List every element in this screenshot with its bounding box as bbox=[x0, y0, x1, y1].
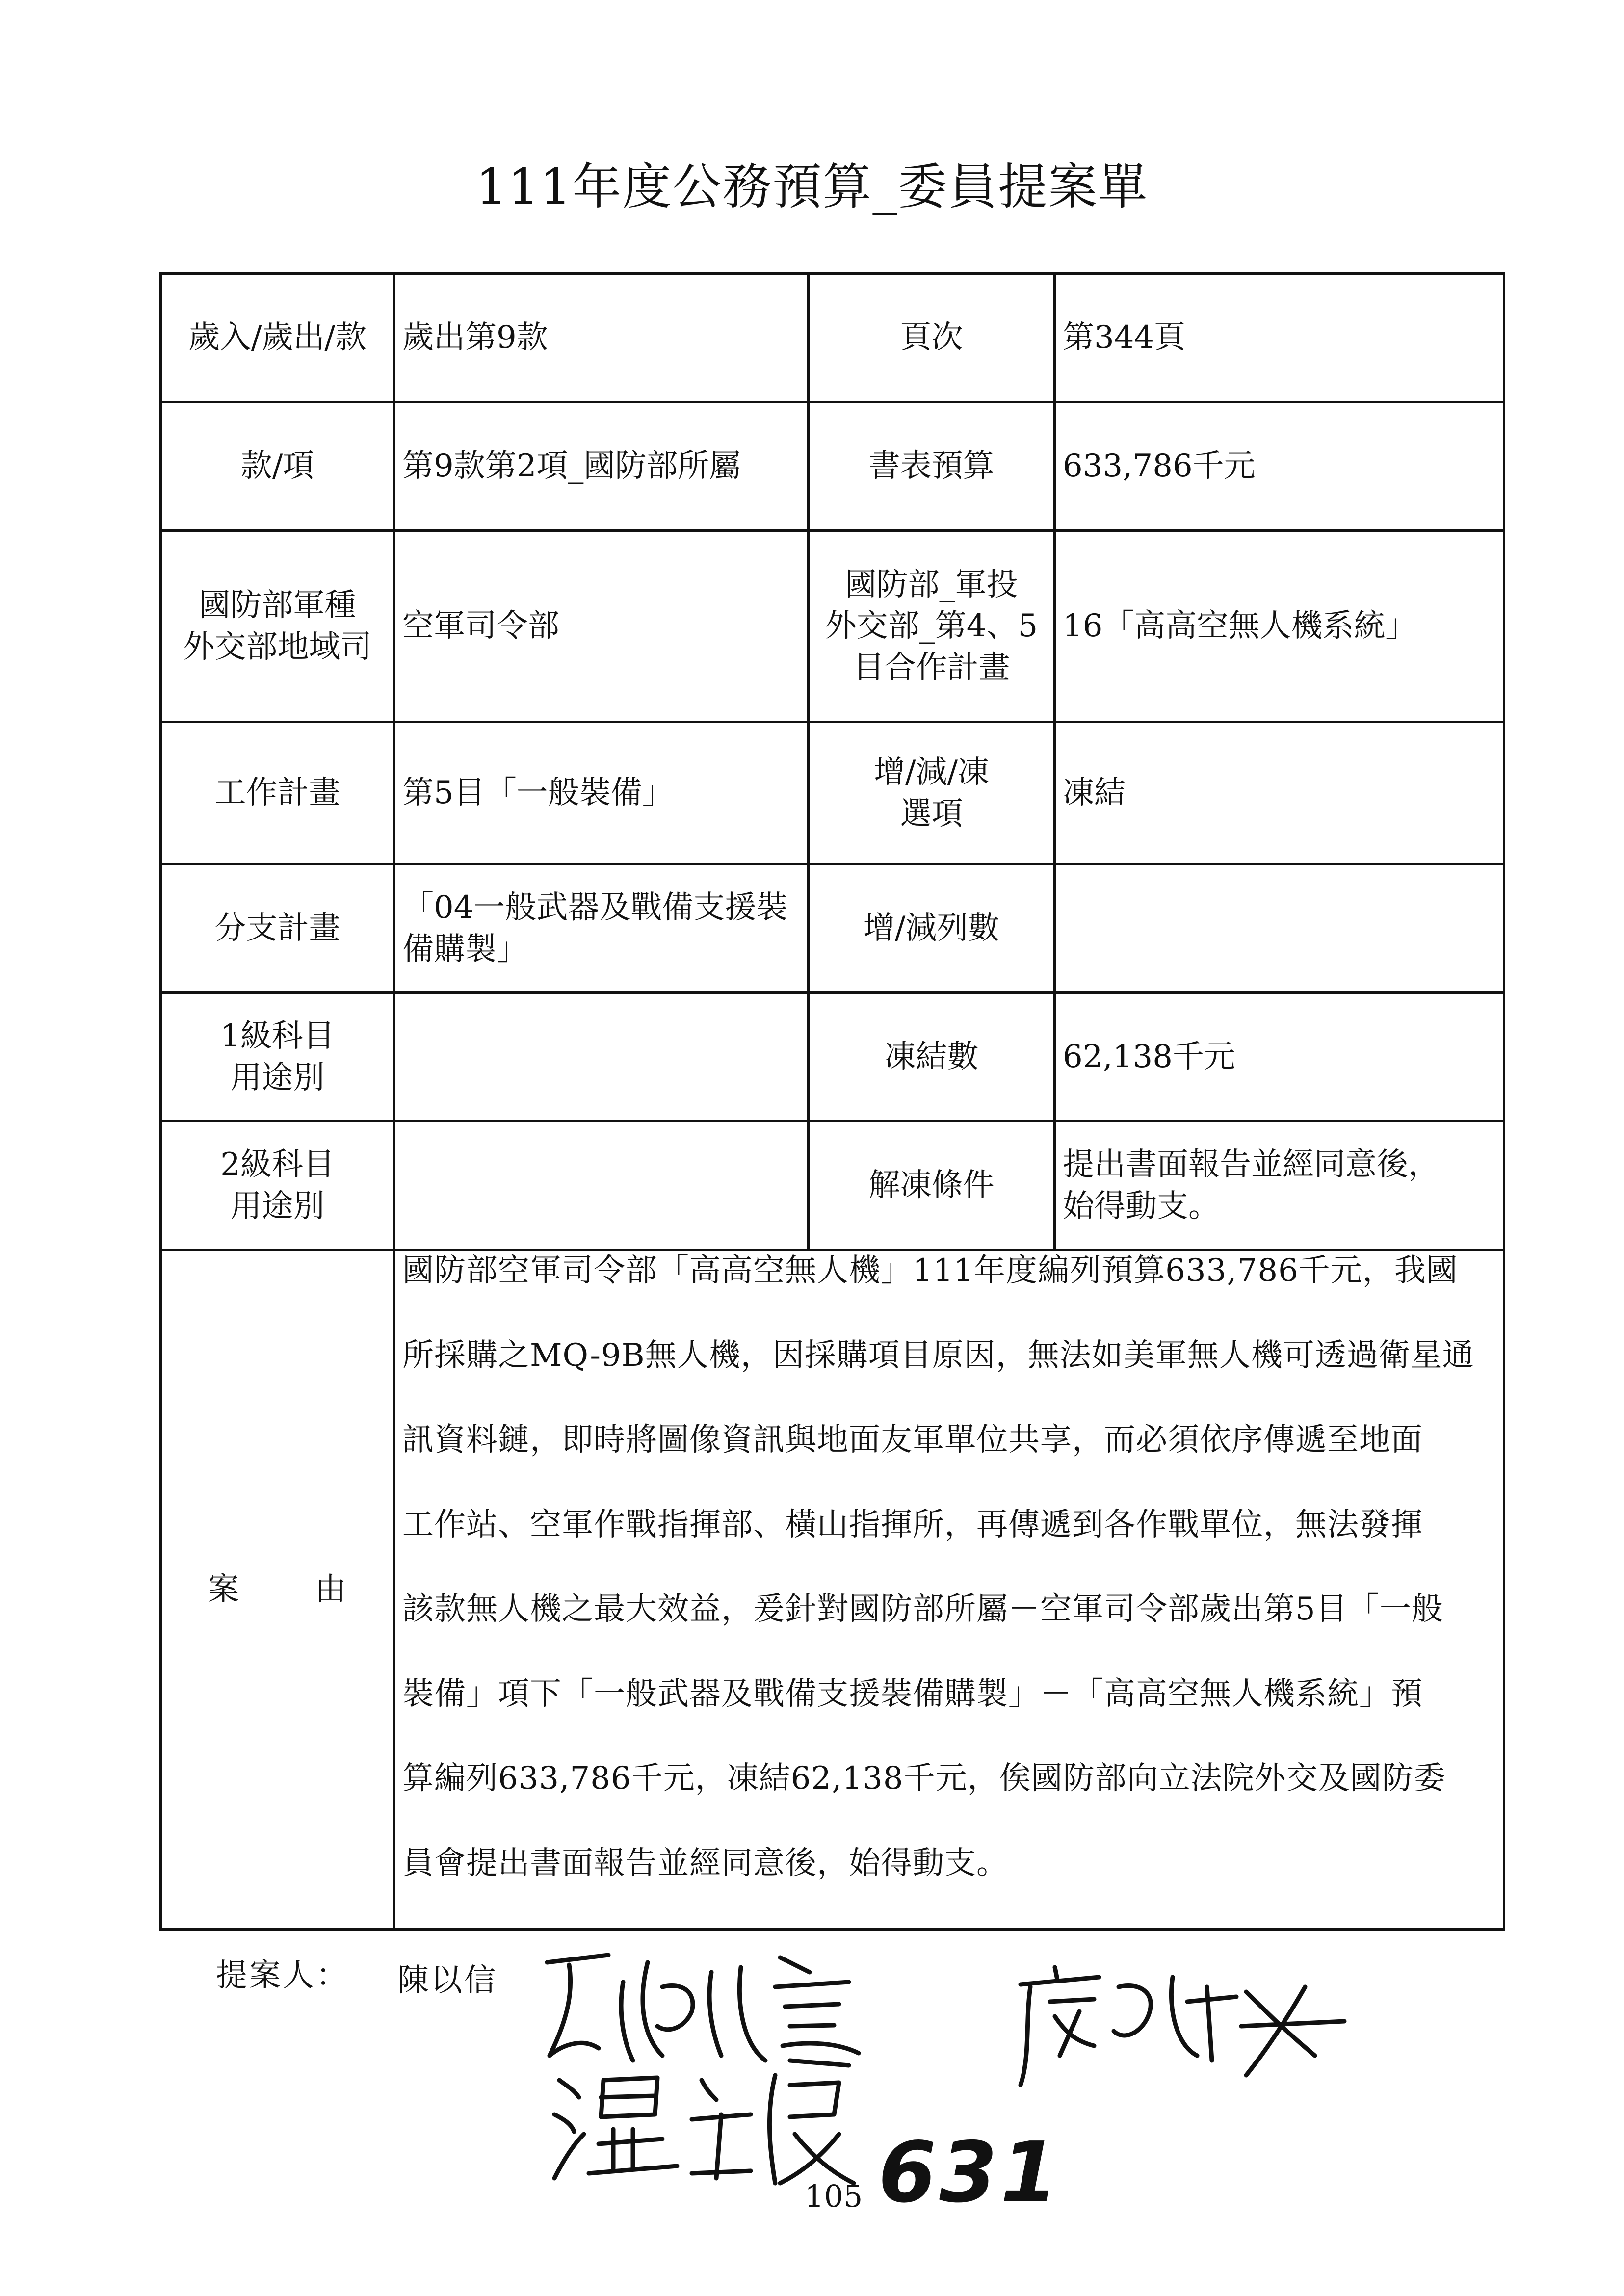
label-program-line-1: 國防部_軍投 bbox=[845, 566, 1018, 603]
value-sub-plan-line-1: 「04一般武器及戰備支援裝 bbox=[402, 889, 788, 926]
label-level-2-line-1: 2級科目 bbox=[220, 1147, 335, 1183]
form-row-item bbox=[161, 402, 1504, 531]
value-sub-plan-line-2: 備購製」 bbox=[402, 931, 528, 967]
label-option bbox=[809, 722, 1055, 864]
label-item: 款/項 bbox=[161, 402, 394, 531]
proposer-name: 陳以信 bbox=[397, 1962, 498, 1999]
label-reason: 案 由 bbox=[161, 1250, 394, 1930]
reason-line: 員會提出書面報告並經同意後，始得動支。 bbox=[402, 1845, 1008, 1881]
form-row-category bbox=[161, 274, 1504, 402]
value-work-plan: 第5目「一般裝備」 bbox=[394, 722, 809, 864]
proposal-form-table bbox=[159, 272, 1505, 1931]
form-row-reason bbox=[161, 1250, 1504, 1930]
value-program: 16「高高空無人機系統」 bbox=[1055, 531, 1504, 722]
label-level-2-line-2: 用途別 bbox=[230, 1188, 325, 1225]
value-branch: 空軍司令部 bbox=[394, 531, 809, 722]
reason-line: 工作站、空軍作戰指揮部、橫山指揮所，再傳遞到各作戰單位，無法發揮 bbox=[402, 1506, 1423, 1543]
label-frozen-amount: 凍結數 bbox=[809, 993, 1055, 1122]
label-program-line-3: 目合作計畫 bbox=[853, 649, 1010, 686]
value-budget: 633,786千元 bbox=[1055, 402, 1504, 531]
label-level-1-line-1: 1級科目 bbox=[220, 1018, 335, 1055]
label-unfreeze-condition: 解凍條件 bbox=[809, 1122, 1055, 1250]
value-page: 第344頁 bbox=[1055, 274, 1504, 402]
label-category: 歲入/歲出/款 bbox=[161, 274, 394, 402]
label-option-line-2: 選項 bbox=[900, 795, 963, 832]
label-program-line-2: 外交部_第4、5 bbox=[825, 608, 1038, 645]
reason-line: 算編列633,786千元，凍結62,138千元，俟國防部向立法院外交及國防委 bbox=[402, 1760, 1446, 1797]
reason-line: 訊資料鏈，即時將圖像資訊與地面友軍單位共享，而必須依序傳遞至地面 bbox=[402, 1422, 1423, 1458]
value-adjust-amount bbox=[1055, 864, 1504, 993]
value-level-2 bbox=[394, 1122, 809, 1250]
signature-stroke bbox=[547, 1955, 859, 2065]
value-frozen-amount: 62,138千元 bbox=[1055, 993, 1504, 1122]
label-branch-line-2: 外交部地域司 bbox=[183, 628, 372, 665]
value-level-1 bbox=[394, 993, 809, 1122]
signature-stroke bbox=[554, 2075, 854, 2183]
value-reason bbox=[394, 1250, 1504, 1930]
label-program bbox=[809, 531, 1055, 722]
value-item: 第9款第2項_國防部所屬 bbox=[394, 402, 809, 531]
label-budget: 書表預算 bbox=[809, 402, 1055, 531]
form-row-sub-plan bbox=[161, 864, 1504, 993]
label-level-1 bbox=[161, 993, 394, 1122]
page-title: 111年度公務預算_委員提案單 bbox=[475, 158, 1149, 215]
label-level-1-line-2: 用途別 bbox=[230, 1059, 325, 1096]
label-sub-plan: 分支計畫 bbox=[161, 864, 394, 993]
form-row-branch bbox=[161, 531, 1504, 722]
label-branch-line-1: 國防部軍種 bbox=[199, 587, 356, 624]
form-row-level-2 bbox=[161, 1122, 1504, 1250]
form-row-level-1 bbox=[161, 993, 1504, 1122]
label-page: 頁次 bbox=[809, 274, 1055, 402]
label-option-line-1: 增/減/凍 bbox=[873, 754, 990, 791]
label-level-2 bbox=[161, 1122, 394, 1250]
value-unfreeze-condition-line-1: 提出書面報告並經同意後， bbox=[1063, 1147, 1440, 1183]
label-adjust-amount: 增/減列數 bbox=[809, 864, 1055, 993]
value-unfreeze-condition-line-2: 始得動支。 bbox=[1063, 1188, 1220, 1225]
reason-line: 該款無人機之最大效益，爰針對國防部所屬－空軍司令部歲出第5目「一般 bbox=[402, 1591, 1443, 1627]
stamp-number: 631 bbox=[878, 2124, 1061, 2221]
form-row-work-plan bbox=[161, 722, 1504, 864]
label-branch bbox=[161, 531, 394, 722]
signature-3 bbox=[545, 2061, 859, 2193]
label-work-plan: 工作計畫 bbox=[161, 722, 394, 864]
value-option: 凍結 bbox=[1055, 722, 1504, 864]
value-sub-plan bbox=[394, 864, 809, 993]
reason-line: 所採購之MQ-9B無人機，因採購項目原因，無法如美軍無人機可透過衛星通 bbox=[402, 1337, 1474, 1374]
reason-line: 國防部空軍司令部「高高空無人機」111年度編列預算633,786千元，我國 bbox=[402, 1252, 1458, 1289]
signature-stroke bbox=[1021, 1967, 1344, 2085]
page-number: 105 bbox=[805, 2178, 863, 2214]
signature-2 bbox=[1011, 1957, 1354, 2100]
value-category: 歲出第9款 bbox=[394, 274, 809, 402]
proposer-label: 提案人： bbox=[216, 1957, 349, 1994]
reason-line: 裝備」項下「一般武器及戰備支援裝備購製」－「高高空無人機系統」預 bbox=[402, 1675, 1423, 1712]
value-unfreeze-condition bbox=[1055, 1122, 1504, 1250]
